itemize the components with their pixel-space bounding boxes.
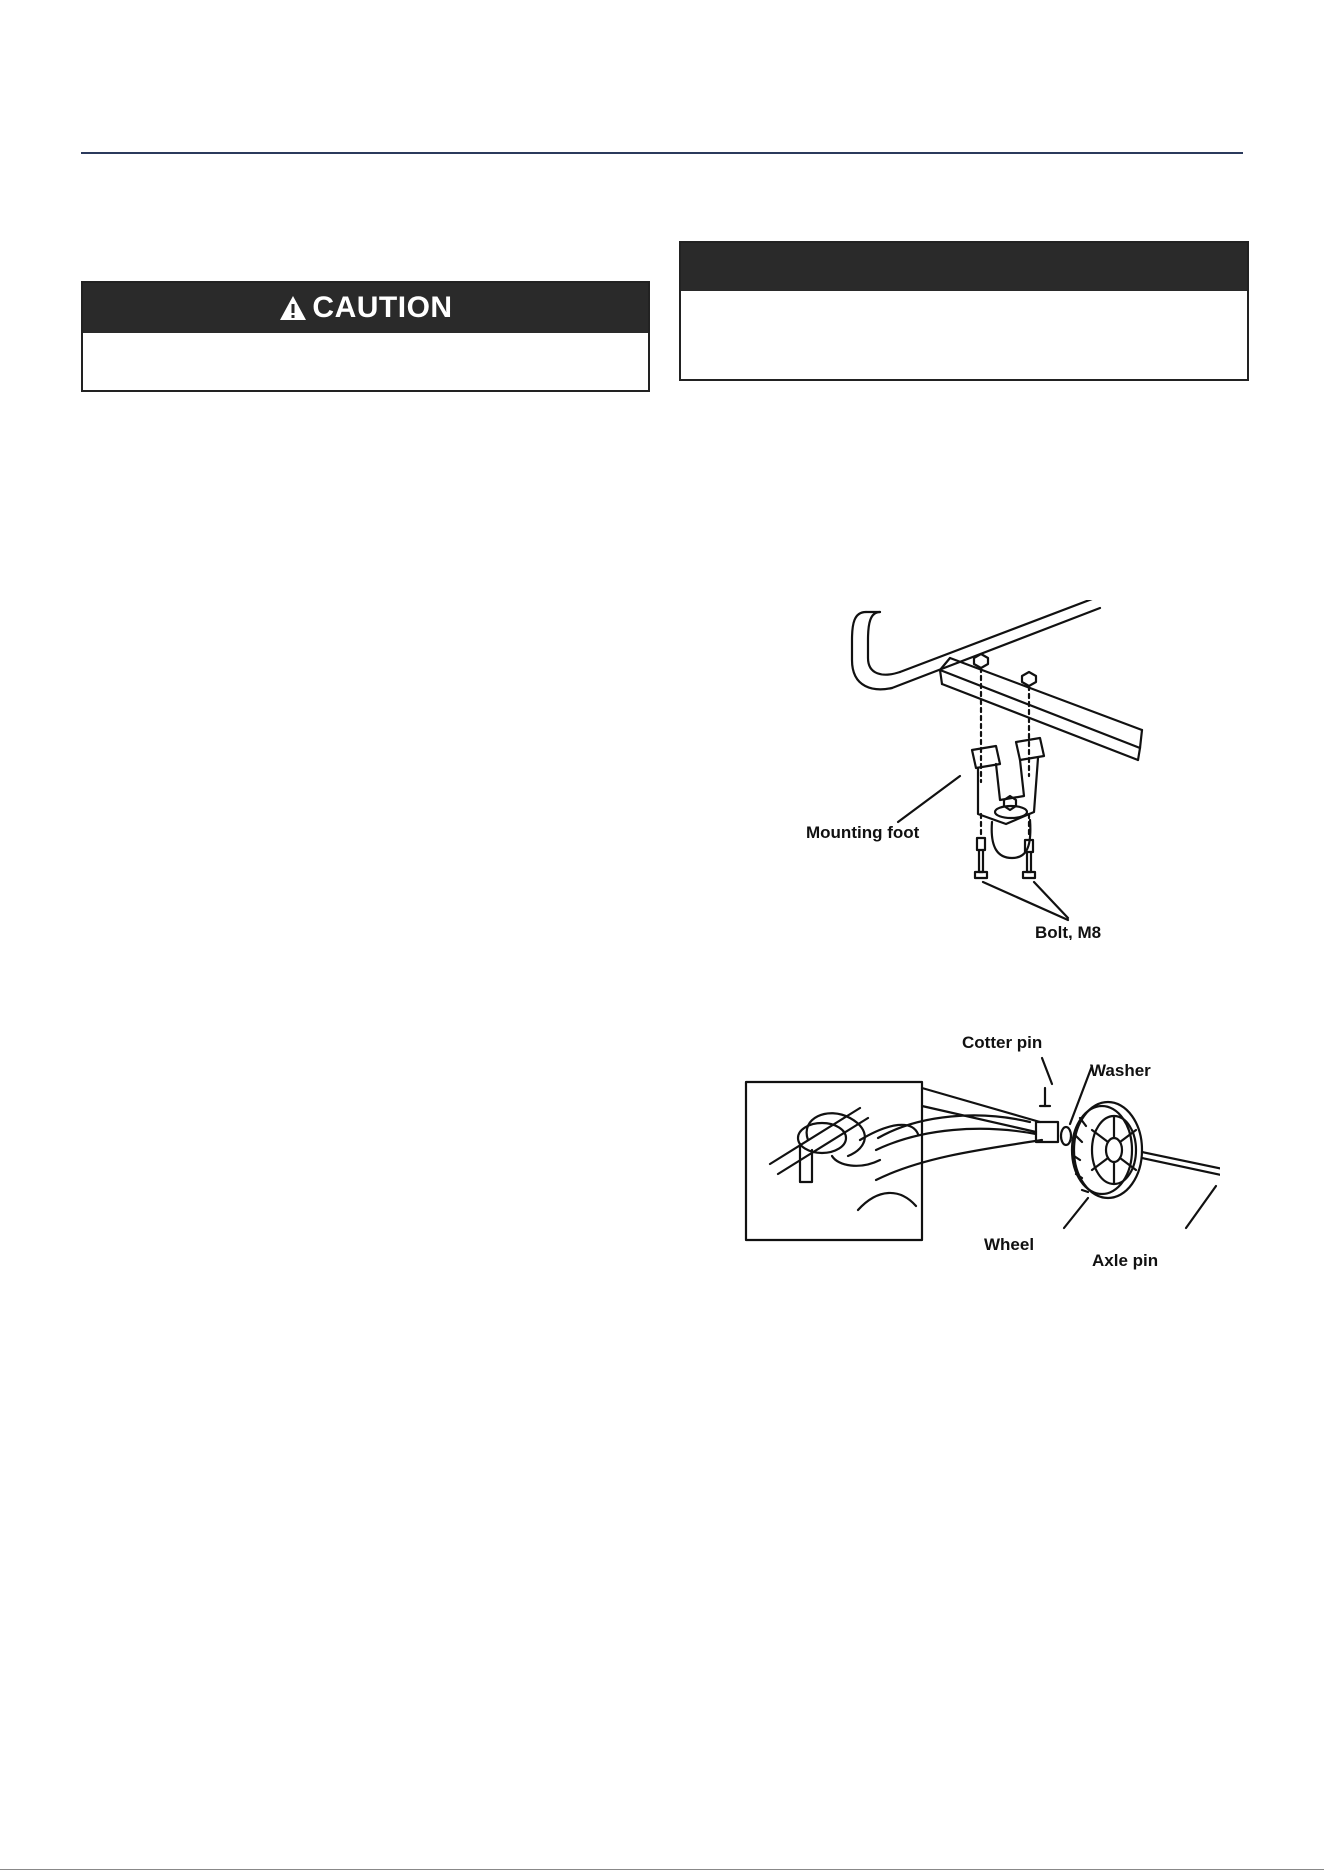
label-bolt-m8: Bolt, M8 (1035, 923, 1102, 940)
label-washer: Washer (1090, 1061, 1151, 1080)
caution-label: CAUTION (312, 291, 453, 324)
wheel-assembly-figure (740, 1010, 1220, 1290)
label-axle-pin: Axle pin (1092, 1251, 1159, 1270)
label-mounting-foot: Mounting foot (806, 823, 920, 842)
footer-rule (0, 1869, 1324, 1870)
caution-banner (83, 283, 648, 333)
notice-box (679, 241, 1249, 381)
warning-triangle-icon (278, 293, 308, 323)
label-cotter-pin: Cotter pin (962, 1033, 1043, 1052)
notice-banner (681, 243, 1247, 291)
mounting-foot-figure (800, 600, 1160, 940)
label-wheel: Wheel (984, 1235, 1035, 1254)
header-rule (81, 152, 1243, 154)
caution-box (81, 281, 650, 392)
